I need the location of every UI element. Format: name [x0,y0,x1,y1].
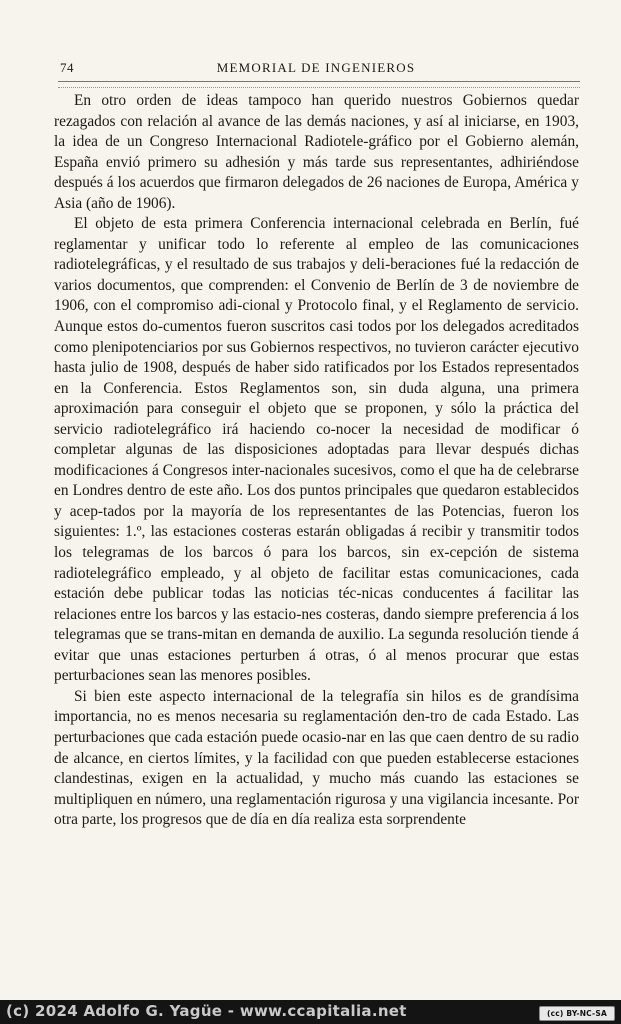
footer-bar [0,1000,621,1024]
body-text [54,91,579,831]
cc-license-badge[interactable]: (cc) BY-NC-SA [539,1006,615,1021]
header-rule [58,81,580,88]
copyright-watermark: (c) 2024 Adolfo G. Yagüe - www.ccapitalia.net [6,1002,407,1020]
paragraph-1: En otro orden de ideas tampoco han querido nuestros Gobiernos quedar rezagados con relación al avance de las demás naciones, y así al iniciarse, en 1903, la idea de un Congreso Internacional Radiotele-gráfico por el Gobierno alemán, España envió primero su adhesión y más tarde sus representantes, adhiriéndose después á los acuerdos que firmaron delegados de 26 naciones de Europa, América y Asia (año de 1906). [54,92,579,212]
page-header [52,58,580,80]
running-title: MEMORIAL DE INGENIEROS [216,60,416,75]
paragraph-2: El objeto de esta primera Conferencia internacional celebrada en Berlín, fué reglamentar y unificar todo lo referente al empleo de las comunicaciones radiotelegráficas, y el resultado de sus trabajos y deli-beraciones fué la redacción de varios documentos, que comprenden: el Convenio de Berlín de 3 de noviembre de 1906, con el compromiso adi-cional y Protocolo final, y el Reglamento de servicio. Aunque estos do-cumentos fueron suscritos casi todos por los delegados acreditados como plenipotenciarios por sus Gobiernos respectivos, no tuvieron carácter ejecutivo hasta julio de 1908, después de haber sido ratificados por los Estados representados en la Conferencia. Estos Reglamentos son, sin duda alguna, una primera aproximación para conseguir el objeto que se proponen, y sólo la práctica del servicio radiotelegráfico irá haciendo co-nocer la necesidad de modificar ó completar algunas de las disposiciones adoptadas para llevar después dichas modificaciones á Congresos inter-nacionales sucesivos, como el que ha de celebrarse en Londres dentro de este año. Los dos puntos principales que quedaron establecidos y acep-tados por la mayoría de los representantes de las Potencias, fueron los siguientes: 1.º, las estaciones costeras estarán obligadas á recibir y transmitir todos los telegramas de los barcos ó para los barcos, sin ex-cepción de sistema radiotelegráfico empleado, y al objeto de facilitar estas comunicaciones, cada estación debe publicar todas las noticias téc-nicas conducentes á facilitar las relaciones entre los barcos y las estacio-nes costeras, dando siempre preferencia á los telegramas que se trans-mitan en demanda de auxilio. La segunda resolución tiende á evitar que unas estaciones perturben á otras, ó al menos procurar que estas perturbaciones sean las menores posibles. [54,215,579,685]
paragraph-3: Si bien este aspecto internacional de la telegrafía sin hilos es de grandísima importancia, no es menos necesaria su reglamentación den-tro de cada Estado. Las perturbaciones que cada estación puede ocasio-nar en las que caen dentro de su radio de alcance, en ciertos límites, y la facilidad con que pueden establecerse estaciones clandestinas, exigen en la actualidad, y mucho más cuando las estaciones se multipliquen en número, una reglamentación rigurosa y una vigilancia incesante. Por otra parte, los progresos que de día en día realiza esta sorprendente [54,687,579,829]
page-number: 74 [60,60,74,75]
